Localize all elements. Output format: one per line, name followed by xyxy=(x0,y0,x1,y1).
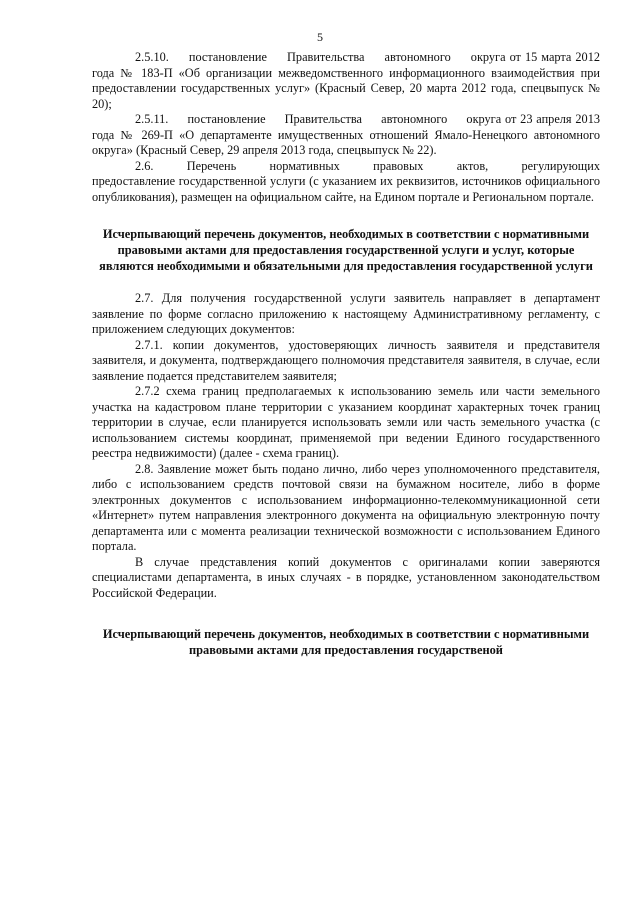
paragraph-2-5-11: 2.5.11. постановление Правительства автономного округа от 23 апреля 2013 года № 269-П «О департаменте имущественных отношений Ямало-Ненецкого автономного округа» (Красный Север, 29 апреля 2013 года, спецвыпуск № 22). xyxy=(92,112,600,157)
spacer xyxy=(92,274,600,291)
paragraph-2-6: 2.6. Перечень нормативных правовых актов, регулирующих предоставление государственной услуги (с указанием их реквизитов, источников официального опубликования), размещен на официальном сайте, на Едином портале и Региональном портале. xyxy=(92,158,600,204)
paragraph-copies-certification: В случае представления копий документов с оригиналами копии заверяются специалистами департамента, в иных случаях - в порядке, установленном законодательством Российской Федерации. xyxy=(92,554,600,600)
paragraph-2-7: 2.7. Для получения государственной услуги заявитель направляет в департамент заявление по форме согласно приложению к настоящему Административному регламенту, с приложением следующих документов: xyxy=(92,291,600,337)
page-number: 5 xyxy=(317,30,323,44)
section-heading-documents-list-continued: Исчерпывающий перечень документов, необходимых в соответствии с нормативными правовыми актами для предоставления государственой xyxy=(102,627,590,658)
paragraph-2-7-1: 2.7.1. копии документов, удостоверяющих личность заявителя и представителя заявителя, и документа, подтверждающего полномочия представителя заявителя, в случае, если заявление подается представителем заявителя; xyxy=(92,337,600,383)
paragraph-2-7-2: 2.7.2 схема границ предполагаемых к использованию земель или части земельного участка на кадастровом плане территории с указанием координат характерных точек границ территории в случае, если планируется использовать земли или часть земельного участка (с использованием системы координат, применяемой при ведении Единого государственного реестра недвижимости) (далее - схема границ). xyxy=(92,384,600,461)
paragraph-2-5-10: 2.5.10. постановление Правительства автономного округа от 15 марта 2012 года № 183-П «Об организации межведомственного информационного взаимодействия при предоставлении государственных услуг» (Красный Север, 20 марта 2012 года, спецвыпуск № 20); xyxy=(92,50,600,111)
document-body xyxy=(92,50,600,659)
paragraph-2-8: 2.8. Заявление может быть подано лично, либо через уполномоченного представителя, либо с использованием средств почтовой связи на бумажном носителе, либо в форме электронных документов с использованием информационно-телекоммуникационной сети «Интернет» путем направления электронного документа на официальную электронную почту департамента или с момента реализации технической возможности с использованием Единого портала. xyxy=(92,461,600,554)
section-heading-documents-list: Исчерпывающий перечень документов, необходимых в соответствии с нормативными правовыми актами для предоставления государственной услуги и услуг, которые являются необходимыми и обязательными для предоставления государственной услуги xyxy=(99,227,593,273)
